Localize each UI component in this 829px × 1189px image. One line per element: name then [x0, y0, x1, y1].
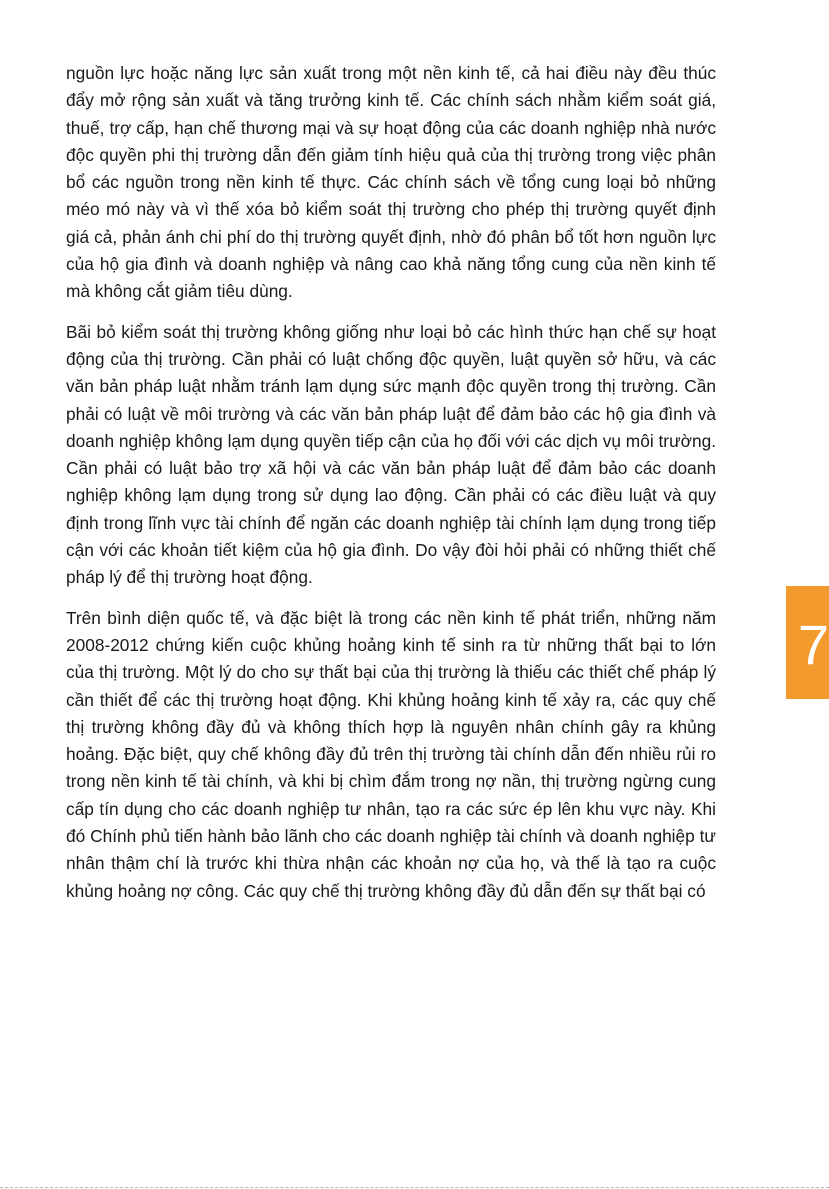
page-body [66, 60, 716, 918]
chapter-number: 7 [797, 612, 829, 676]
paragraph-2: Bãi bỏ kiểm soát thị trường không giống như loại bỏ các hình thức hạn chế sự hoạt động của thị trường. Cần phải có luật chống độc quyền, luật quyền sở hữu, và các văn bản pháp luật nhằm tránh lạm dụng sức mạnh độc quyền trong thị trường. Cần phải có luật về môi trường và các văn bản pháp luật để đảm bảo các hộ gia đình và doanh nghiệp không lạm dụng quyền tiếp cận của họ đối với các dịch vụ môi trường. Cần phải có luật bảo trợ xã hội và các văn bản pháp luật để đảm bảo các doanh nghiệp không lạm dụng trong sử dụng lao động. Cần phải có các điều luật và quy định trong lĩnh vực tài chính để ngăn các doanh nghiệp tài chính lạm dụng trong tiếp cận với các khoản tiết kiệm của hộ gia đình. Do vậy đòi hỏi phải có những thiết chế pháp lý để thị trường hoạt động. [66, 321, 716, 588]
page-bottom-rule [0, 1187, 829, 1188]
paragraph-1: nguồn lực hoặc năng lực sản xuất trong một nền kinh tế, cả hai điều này đều thúc đẩy mở rộng sản xuất và tăng trưởng kinh tế. Các chính sách nhằm kiểm soát giá, thuế, trợ cấp, hạn chế thương mại và sự hoạt động của các doanh nghiệp nhà nước độc quyền phi thị trường dẫn đến giảm tính hiệu quả của thị trường trong việc phân bổ các nguồn trong nền kinh tế thực. Các chính sách về tổng cung loại bỏ những méo mó này và vì thế xóa bỏ kiểm soát thị trường cho phép thị trường quyết định giá cả, phản ánh chi phí do thị trường quyết định, nhờ đó phân bổ tốt hơn nguồn lực của hộ gia đình và doanh nghiệp và nâng cao khả năng tổng cung của nền kinh tế mà không cắt giảm tiêu dùng. [66, 63, 716, 302]
paragraph-3: Trên bình diện quốc tế, và đặc biệt là trong các nền kinh tế phát triển, những năm 2008-2012 chứng kiến cuộc khủng hoảng kinh tế sinh ra từ những thất bại to lớn của thị trường. Một lý do cho sự thất bại của thị trường là thiếu các thiết chế pháp lý cần thiết để các thị trường hoạt động. Khi khủng hoảng kinh tế xảy ra, các quy chế thị trường không đầy đủ và không thích hợp là nguyên nhân chính gây ra khủng hoảng. Đặc biệt, quy chế không đầy đủ trên thị trường tài chính dẫn đến nhiều rủi ro trong nền kinh tế tài chính, và khi bị chìm đắm trong nợ nần, thị trường ngừng cung cấp tín dụng cho các doanh nghiệp tư nhân, tạo ra các sức ép lên khu vực này. Khi đó Chính phủ tiến hành bảo lãnh cho các doanh nghiệp tài chính và doanh nghiệp tư nhân thậm chí là trước khi thừa nhận các khoản nợ của họ, và thế là tạo ra cuộc khủng hoảng nợ công. Các quy chế thị trường không đầy đủ dẫn đến sự thất bại có [66, 607, 716, 901]
chapter-tab [786, 586, 829, 699]
